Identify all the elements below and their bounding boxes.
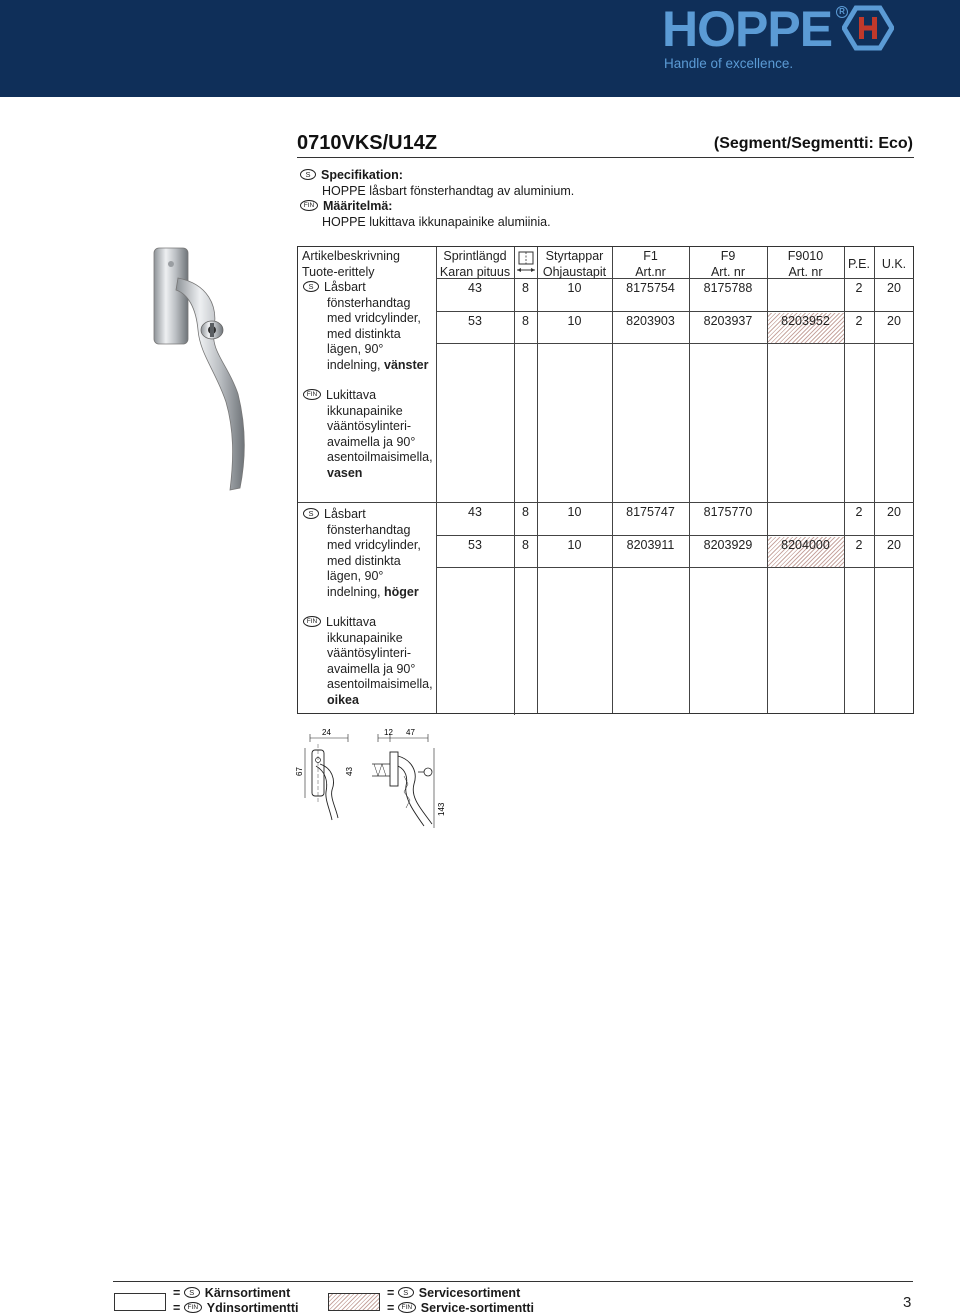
footer-divider	[113, 1281, 913, 1282]
table-cell: 8175754	[626, 281, 675, 295]
desc-line: ikkunapainike	[327, 630, 403, 645]
spec-label-fi: Määritelmä:	[323, 199, 393, 213]
title-divider	[297, 157, 914, 158]
table-cell: 10	[567, 314, 582, 328]
group-left-description-sv	[303, 280, 428, 373]
desc-line: asentoilmaisimella,	[327, 450, 433, 464]
legend-eq: =	[387, 1286, 395, 1300]
country-code-fin-icon: FIN	[303, 616, 321, 627]
legend-eq: =	[173, 1301, 181, 1314]
table-cell: 10	[567, 505, 582, 519]
header-uk: U.K.	[881, 257, 907, 271]
desc-line: asentoilmaisimella,	[327, 677, 433, 691]
spec-text-fi: HOPPE lukittava ikkunapainike alumiinia.	[322, 214, 551, 229]
legend-core-fi: Ydinsortimentti	[206, 1301, 299, 1314]
country-code-fin-icon: FIN	[184, 1302, 202, 1313]
dim-43: 43	[345, 767, 354, 776]
desc-line: indelning,	[327, 584, 381, 599]
header-description-fi: Tuote-erittely	[302, 265, 375, 279]
specification-block	[300, 168, 574, 230]
desc-side-bold: vasen	[327, 465, 363, 480]
table-cell: 8	[522, 281, 529, 295]
table-cell: 8175747	[626, 505, 675, 519]
table-cell: 8203911	[626, 538, 675, 552]
product-title: 0710VKS/U14Z	[297, 132, 438, 154]
brand-tagline: Handle of excellence.	[664, 56, 794, 71]
country-code-s-icon: S	[303, 508, 319, 519]
country-code-s-icon: S	[303, 281, 319, 292]
country-code-s-icon: S	[300, 169, 316, 180]
desc-side-bold: vänster	[384, 357, 429, 372]
header-f9010: F9010	[787, 249, 824, 263]
table-cell: 8	[522, 505, 529, 519]
table-cell: 8175770	[703, 505, 753, 519]
table-cell: 8203929	[703, 538, 753, 552]
country-code-s-icon: S	[184, 1287, 200, 1298]
header-guide-pins-fi: Ohjaustapit	[542, 265, 607, 279]
desc-side-bold: oikea	[327, 692, 359, 707]
table-cell: 53	[468, 314, 482, 328]
legend-service	[387, 1286, 534, 1314]
table-cell: 2	[855, 505, 863, 519]
spec-text-sv: HOPPE låsbart fönsterhandtag av aluminium.	[322, 183, 575, 198]
desc-line: Lukittava	[326, 615, 377, 629]
technical-drawing	[292, 724, 462, 834]
legend-core-swatch	[114, 1293, 166, 1311]
legend-service-swatch	[328, 1293, 380, 1311]
desc-line: fönsterhandtag	[327, 522, 411, 537]
table-cell: 2	[855, 314, 863, 328]
table-cell: 10	[567, 281, 582, 295]
table-cell: 8175788	[703, 281, 753, 295]
desc-line: avaimella ja 90°	[327, 434, 416, 449]
dim-143: 143	[437, 802, 446, 816]
desc-line: fönsterhandtag	[327, 295, 411, 310]
desc-line: lägen, 90°	[327, 569, 384, 583]
header-bar	[0, 0, 960, 97]
table-cell: 20	[887, 538, 901, 552]
desc-line: avaimella ja 90°	[327, 661, 416, 676]
spindle-dimension-icon	[516, 250, 536, 276]
header-f1: F1	[643, 249, 658, 263]
table-cell: 43	[468, 505, 482, 519]
dim-12: 12	[384, 728, 393, 737]
table-cell: 8203952	[781, 314, 830, 328]
hoppe-h-logo-icon	[842, 4, 894, 52]
header-f9010-artnr: Art. nr	[788, 265, 823, 279]
dim-47: 47	[406, 728, 415, 737]
desc-line: vääntösylinteri-	[327, 646, 412, 660]
desc-line: vääntösylinteri-	[327, 419, 412, 433]
header-f9: F9	[720, 249, 736, 263]
desc-line: lägen, 90°	[327, 342, 384, 356]
table-cell: 10	[567, 538, 582, 552]
table-cell: 20	[887, 281, 901, 295]
header-pe: P.E.	[847, 257, 870, 271]
dim-67: 67	[295, 767, 304, 776]
desc-line: med vridcylinder,	[327, 538, 421, 552]
desc-line: Låsbart	[324, 280, 366, 294]
table-cell: 43	[468, 281, 482, 295]
header-guide-pins-sv: Styrtappar	[545, 249, 604, 263]
desc-line: med distinkta	[327, 326, 401, 341]
legend-service-sv: Servicesortiment	[418, 1286, 521, 1300]
legend-service-fi: Service-sortimentti	[420, 1301, 535, 1314]
header-spindle-sv: Sprintlängd	[443, 249, 507, 263]
table-cell: 8203937	[703, 314, 753, 328]
dim-24: 24	[322, 728, 331, 737]
table-cell: 8203903	[626, 314, 675, 328]
table-cell: 8	[522, 314, 529, 328]
desc-side-bold: höger	[384, 584, 419, 599]
legend-core	[173, 1286, 298, 1314]
table-cell: 8	[522, 538, 529, 552]
header-description-sv: Artikelbeskrivning	[302, 249, 400, 263]
desc-line: ikkunapainike	[327, 403, 403, 418]
legend-eq: =	[173, 1286, 181, 1300]
table-cell: 2	[855, 538, 863, 552]
brand-logo-text: HOPPE	[662, 1, 833, 57]
legend-eq: =	[387, 1301, 395, 1314]
table-cell: 20	[887, 314, 901, 328]
table-cell: 2	[855, 281, 863, 295]
country-code-s-icon: S	[398, 1287, 414, 1298]
country-code-fin-icon: FIN	[303, 389, 321, 400]
table-cell: 53	[468, 538, 482, 552]
desc-line: indelning,	[327, 357, 381, 372]
header-f1-artnr: Art.nr	[635, 265, 666, 279]
header-spindle-fi: Karan pituus	[439, 265, 511, 279]
desc-line: med vridcylinder,	[327, 311, 421, 325]
table-cell: 20	[887, 505, 901, 519]
header-f9-artnr: Art. nr	[710, 265, 746, 279]
product-photo	[148, 244, 258, 496]
group-right-description-sv	[303, 507, 421, 600]
page-number: 3	[903, 1294, 912, 1311]
desc-line: Låsbart	[324, 507, 366, 521]
group-right-description-fi	[303, 615, 433, 708]
desc-line: Lukittava	[326, 388, 377, 402]
segment-label: (Segment/Segmentti: Eco)	[713, 135, 913, 152]
group-left-description-fi	[303, 388, 433, 481]
table-cell: 8204000	[781, 538, 830, 552]
legend-core-sv: Kärnsortiment	[204, 1286, 291, 1300]
country-code-fin-icon: FIN	[300, 200, 318, 211]
desc-line: med distinkta	[327, 553, 401, 568]
country-code-fin-icon: FIN	[398, 1302, 416, 1313]
article-table	[297, 246, 914, 714]
registered-mark: R	[836, 6, 848, 18]
spec-label-sv: Specifikation:	[321, 168, 403, 182]
